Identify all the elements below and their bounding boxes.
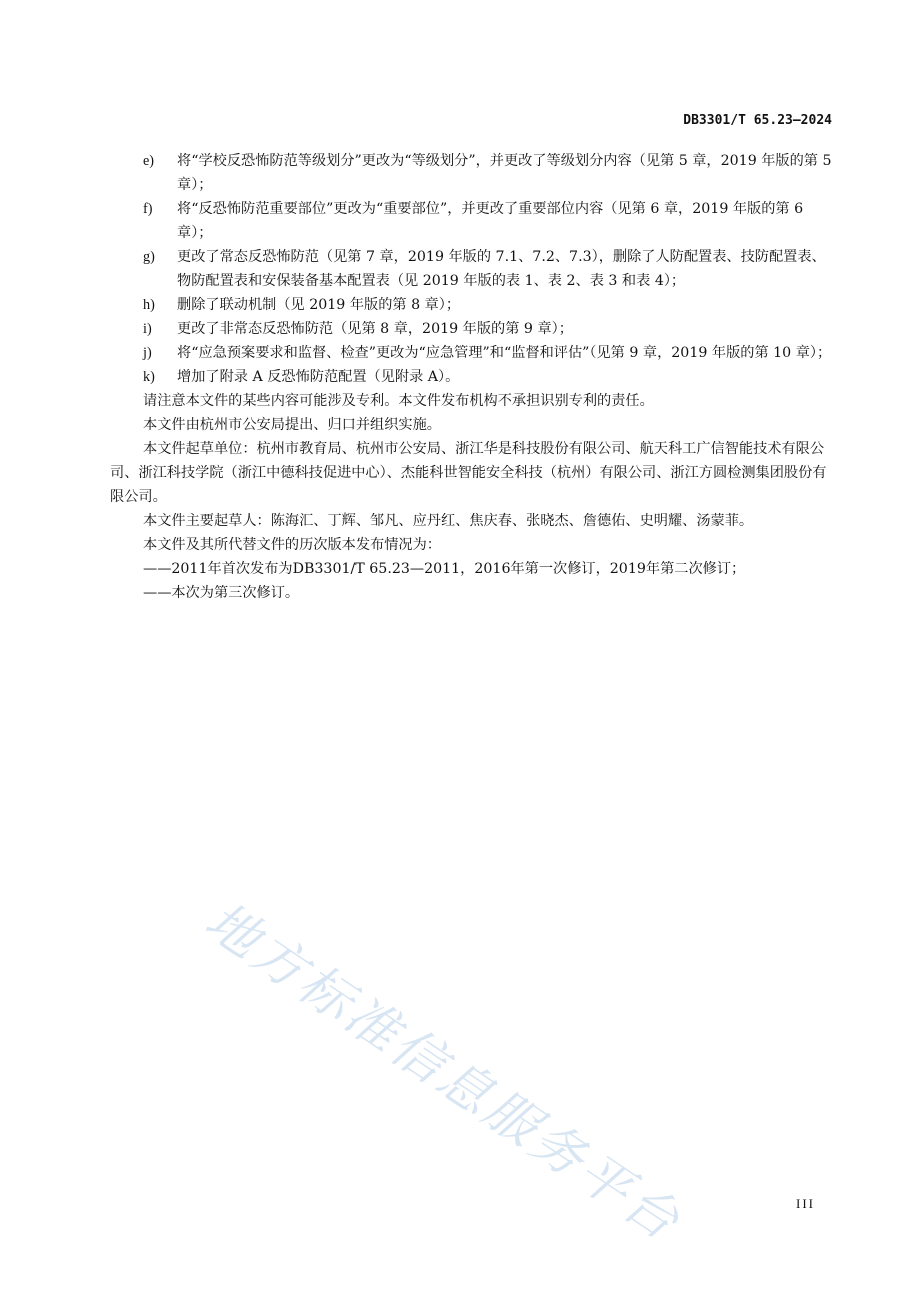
history-item: ——2011年首次发布为DB3301/T 65.23—2011，2016年第一次修订，2019年第二次修订；: [143, 561, 746, 577]
change-item-e: [110, 149, 832, 197]
drafters: 本文件主要起草人：陈海汇、丁辉、邹凡、应丹红、焦庆春、张晓杰、詹德佑、史明耀、汤蒙菲。: [143, 513, 754, 529]
list-text: 更改了常态反恐怖防范（见第 7 章，2019 年版的 7.1、7.2、7.3），删除了人防配置表、技防配置表、物防配置表和安保装备基本配置表（见 2019 年版的表 1、表 2、表 3 和表 4）；: [177, 249, 826, 289]
history-item: ——本次为第三次修订。: [143, 585, 300, 601]
list-letter: i): [143, 321, 152, 337]
list-text: 增加了附录 A 反恐怖防范配置（见附录 A）。: [177, 369, 460, 385]
list-text: 更改了非常态反恐怖防范（见第 8 章，2019 年版的第 9 章）；: [177, 321, 573, 337]
list-letter: g): [143, 249, 155, 265]
change-item-g: [110, 245, 832, 293]
list-text: 将“学校反恐怖防范等级划分”更改为“等级划分”，并更改了等级划分内容（见第 5 章，2019 年版的第 5 章）；: [177, 153, 832, 193]
list-letter: e): [143, 153, 155, 169]
list-letter: h): [143, 297, 155, 313]
change-item-i: [110, 317, 832, 341]
document-body: [110, 149, 832, 605]
list-letter: f): [143, 201, 153, 217]
page-number: III: [796, 1196, 815, 1211]
change-item-h: [110, 293, 832, 317]
change-item-j: [110, 341, 832, 365]
document-code: DB3301/T 65.23—2024: [683, 113, 832, 128]
patent-notice: 请注意本文件的某些内容可能涉及专利。本文件发布机构不承担识别专利的责任。: [143, 393, 654, 409]
list-text: 将“应急预案要求和监督、检查”更改为“应急管理”和“监督和评估”（见第 9 章，2019 年版的第 10 章）；: [177, 345, 832, 361]
watermark: 地方标准信息服务平台: [194, 890, 693, 1254]
history-intro: 本文件及其所代替文件的历次版本发布情况为：: [143, 537, 441, 553]
change-item-f: [110, 197, 832, 245]
list-text: 将“反恐怖防范重要部位”更改为“重要部位”，并更改了重要部位内容（见第 6 章，2019 年版的第 6 章）；: [177, 201, 804, 241]
list-letter: k): [143, 369, 155, 385]
proposer-statement: 本文件由杭州市公安局提出、归口并组织实施。: [143, 417, 441, 433]
drafting-units: 本文件起草单位：杭州市教育局、杭州市公安局、浙江华是科技股份有限公司、航天科工广信智能技术有限公司、浙江科技学院（浙江中德科技促进中心）、杰能科世智能安全科技（杭州）有限公司、浙江方圆检测集团股份有限公司。: [110, 441, 827, 505]
list-letter: j): [143, 345, 152, 361]
change-item-k: [110, 365, 832, 389]
list-text: 删除了联动机制（见 2019 年版的第 8 章）；: [177, 297, 461, 313]
